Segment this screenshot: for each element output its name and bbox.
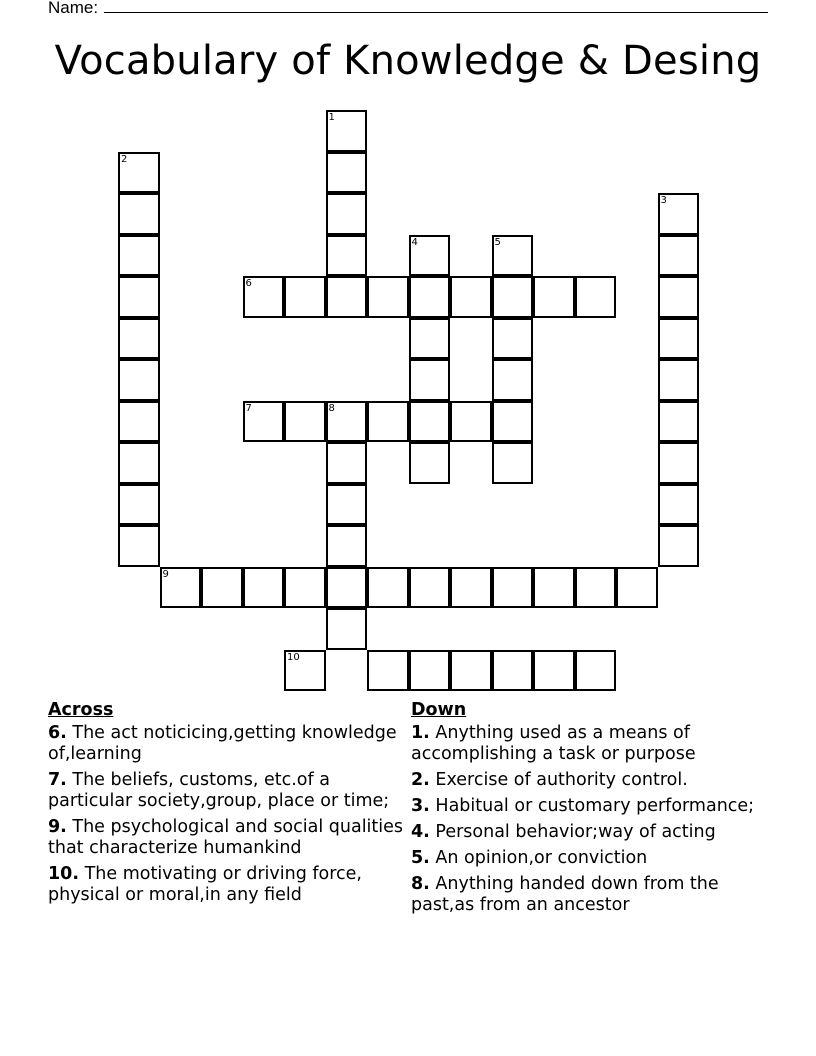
grid-cell[interactable] bbox=[492, 235, 534, 277]
across-clue bbox=[48, 770, 404, 812]
grid-cell[interactable] bbox=[326, 484, 368, 526]
grid-cell[interactable] bbox=[409, 401, 451, 443]
grid-cell[interactable] bbox=[533, 567, 575, 609]
grid-cell[interactable] bbox=[409, 650, 451, 692]
grid-cell[interactable] bbox=[409, 442, 451, 484]
grid-cell[interactable] bbox=[326, 401, 368, 443]
cell-number: 9 bbox=[162, 568, 169, 580]
grid-cell[interactable] bbox=[409, 567, 451, 609]
down-heading: Down bbox=[411, 700, 467, 720]
grid-cell[interactable] bbox=[450, 276, 492, 318]
grid-cell[interactable] bbox=[450, 650, 492, 692]
clue-text: Personal behavior;way of acting bbox=[435, 822, 716, 842]
grid-cell[interactable] bbox=[326, 567, 368, 609]
grid-cell[interactable] bbox=[118, 318, 160, 360]
clue-number: 1. bbox=[411, 723, 430, 743]
clue-text: Anything handed down from the past,as from an ancestor bbox=[411, 874, 719, 915]
grid-cell[interactable] bbox=[243, 276, 285, 318]
grid-cell[interactable] bbox=[326, 608, 368, 650]
grid-cell[interactable] bbox=[409, 276, 451, 318]
grid-cell[interactable] bbox=[118, 235, 160, 277]
down-clue bbox=[411, 874, 771, 916]
grid-cell[interactable] bbox=[658, 193, 700, 235]
grid-cell[interactable] bbox=[284, 567, 326, 609]
grid-cell[interactable] bbox=[118, 484, 160, 526]
clue-number: 9. bbox=[48, 817, 67, 837]
grid-cell[interactable] bbox=[492, 567, 534, 609]
grid-cell[interactable] bbox=[658, 484, 700, 526]
grid-cell[interactable] bbox=[492, 359, 534, 401]
grid-cell[interactable] bbox=[367, 276, 409, 318]
down-clue bbox=[411, 822, 771, 843]
grid-cell[interactable] bbox=[658, 525, 700, 567]
grid-cell[interactable] bbox=[326, 276, 368, 318]
grid-cell[interactable] bbox=[118, 525, 160, 567]
name-label: Name: bbox=[48, 0, 99, 17]
across-clue bbox=[48, 817, 404, 859]
grid-cell[interactable] bbox=[326, 442, 368, 484]
down-clue bbox=[411, 796, 771, 817]
grid-cell[interactable] bbox=[284, 401, 326, 443]
grid-cell[interactable] bbox=[326, 193, 368, 235]
cell-number: 1 bbox=[328, 112, 335, 123]
grid-cell[interactable] bbox=[367, 567, 409, 609]
clue-number: 8. bbox=[411, 874, 430, 894]
cell-number: 7 bbox=[245, 402, 252, 414]
grid-cell[interactable] bbox=[658, 276, 700, 318]
cell-number: 2 bbox=[121, 153, 128, 165]
grid-cell[interactable] bbox=[160, 567, 202, 609]
grid-cell[interactable] bbox=[492, 442, 534, 484]
grid-cell[interactable] bbox=[575, 276, 617, 318]
clue-text: An opinion,or conviction bbox=[435, 848, 648, 868]
grid-cell[interactable] bbox=[533, 650, 575, 692]
down-clue bbox=[411, 723, 771, 765]
clue-text: Habitual or customary performance; bbox=[435, 796, 755, 816]
grid-cell[interactable] bbox=[492, 401, 534, 443]
grid-cell[interactable] bbox=[284, 650, 326, 692]
grid-cell[interactable] bbox=[450, 401, 492, 443]
clue-number: 6. bbox=[48, 723, 67, 743]
grid-cell[interactable] bbox=[409, 359, 451, 401]
clue-text: The beliefs, customs, etc.of a particular society,group, place or time; bbox=[48, 770, 390, 811]
grid-cell[interactable] bbox=[118, 276, 160, 318]
clue-text: Exercise of authority control. bbox=[435, 770, 688, 790]
grid-cell[interactable] bbox=[658, 235, 700, 277]
clue-number: 5. bbox=[411, 848, 430, 868]
clue-text: The motivating or driving force, physical or moral,in any field bbox=[48, 864, 362, 905]
clue-number: 10. bbox=[48, 864, 80, 884]
grid-cell[interactable] bbox=[243, 401, 285, 443]
clue-number: 7. bbox=[48, 770, 67, 790]
grid-cell[interactable] bbox=[658, 401, 700, 443]
grid-cell[interactable] bbox=[326, 152, 368, 194]
down-clue bbox=[411, 848, 771, 869]
grid-cell[interactable] bbox=[492, 276, 534, 318]
cell-number: 8 bbox=[328, 402, 335, 414]
grid-cell[interactable] bbox=[326, 525, 368, 567]
grid-cell[interactable] bbox=[658, 318, 700, 360]
grid-cell[interactable] bbox=[533, 276, 575, 318]
cell-number: 4 bbox=[411, 236, 418, 248]
across-heading: Across bbox=[48, 700, 114, 720]
grid-cell[interactable] bbox=[367, 401, 409, 443]
grid-cell[interactable] bbox=[450, 567, 492, 609]
grid-cell[interactable] bbox=[658, 359, 700, 401]
grid-cell[interactable] bbox=[575, 650, 617, 692]
page-title: Vocabulary of Knowledge & Desing bbox=[54, 38, 762, 84]
grid-cell[interactable] bbox=[118, 442, 160, 484]
cell-number: 5 bbox=[494, 236, 501, 248]
grid-cell[interactable] bbox=[326, 110, 368, 152]
grid-cell[interactable] bbox=[575, 567, 617, 609]
grid-cell[interactable] bbox=[492, 650, 534, 692]
clue-number: 3. bbox=[411, 796, 430, 816]
grid-cell[interactable] bbox=[616, 567, 658, 609]
across-clue bbox=[48, 864, 404, 906]
across-clue bbox=[48, 723, 404, 765]
down-clues bbox=[411, 700, 771, 921]
cell-number: 10 bbox=[287, 651, 300, 663]
grid-cell[interactable] bbox=[658, 442, 700, 484]
grid-cell[interactable] bbox=[326, 235, 368, 277]
clue-text: The act noticicing,getting knowledge of,learning bbox=[48, 723, 397, 764]
grid-cell[interactable] bbox=[409, 318, 451, 360]
grid-cell[interactable] bbox=[118, 152, 160, 194]
down-clue bbox=[411, 770, 771, 791]
grid-cell[interactable] bbox=[201, 567, 243, 609]
grid-cell[interactable] bbox=[284, 276, 326, 318]
across-clues bbox=[48, 700, 404, 911]
cell-number: 6 bbox=[245, 278, 252, 289]
grid-cell[interactable] bbox=[409, 235, 451, 277]
clue-text: The psychological and social qualities that characterize humankind bbox=[48, 817, 404, 858]
grid-cell[interactable] bbox=[367, 650, 409, 692]
clue-number: 2. bbox=[411, 770, 430, 790]
grid-cell[interactable] bbox=[243, 567, 285, 609]
grid-cell[interactable] bbox=[118, 193, 160, 235]
clue-number: 4. bbox=[411, 822, 430, 842]
grid-cell[interactable] bbox=[492, 318, 534, 360]
grid-cell[interactable] bbox=[118, 359, 160, 401]
clue-text: Anything used as a means of accomplishing a task or purpose bbox=[411, 723, 696, 764]
grid-cell[interactable] bbox=[118, 401, 160, 443]
cell-number: 3 bbox=[660, 195, 667, 206]
